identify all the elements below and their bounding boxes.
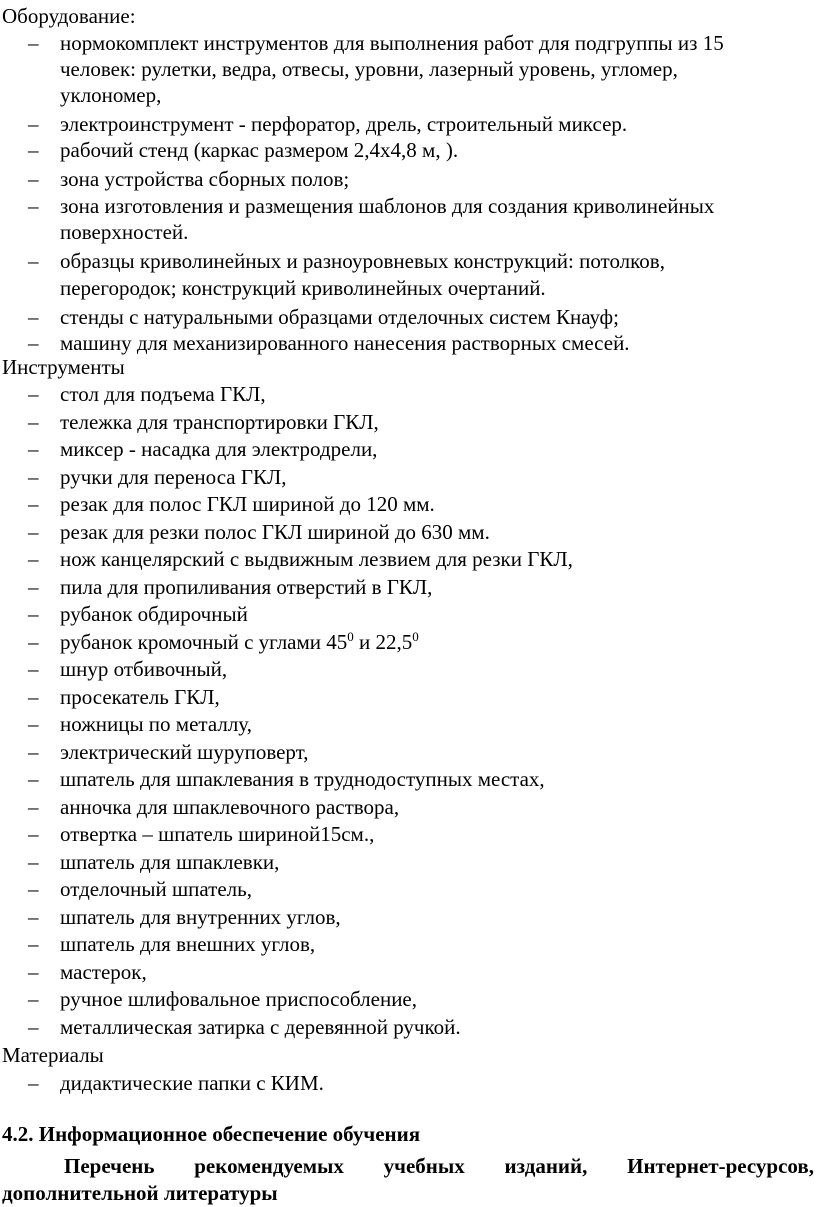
dash-bullet: – [28,877,39,901]
equipment-heading: Оборудование: [2,4,136,28]
dash-bullet: – [28,959,39,984]
plane-text-part: рубанок кромочный с углами 45 [60,629,348,654]
list-title-word: изданий, [504,1154,588,1178]
dash-bullet: – [28,657,39,681]
dash-bullet: – [28,547,39,571]
list-item-text: шпатель для шпаклевки, [60,849,280,874]
dash-bullet: – [28,794,39,819]
dash-bullet: – [28,1014,39,1039]
list-item-text: электрический шуруповерт, [60,739,309,764]
list-item-text: перегородок; конструкций криволинейных очертаний. [60,276,546,300]
list-item-text: стенды с натуральными образцами отделочных систем Кнауф; [60,305,619,329]
list-item-text: шпатель для внешних углов, [60,932,316,956]
dash-bullet: – [28,492,39,516]
recommended-literature-title [2,1153,814,1207]
dash-bullet: – [28,249,39,273]
list-title-word: учебных [383,1154,465,1178]
dash-bullet: – [28,849,39,874]
list-item-text: нормокомплект инструментов для выполнения работ для подгруппы из 15 [60,31,724,55]
list-item-text: поверхностей. [60,220,189,244]
list-item-text: образцы криволинейных и разноуровневых конструкций: потолков, [60,249,665,273]
list-title-line1 [2,1153,814,1180]
list-item-text: уклономер, [60,83,162,107]
list-item-text: рабочий стенд (каркас размером 2,4х4,8 м, ). [60,138,459,162]
dash-bullet: – [28,767,39,791]
dash-bullet: – [28,904,39,929]
list-item-text: пила для пропиливания отверстий в ГКЛ, [60,574,433,599]
dash-bullet: – [28,932,39,956]
list-item-text: электроинструмент - перфоратор, дрель, строительный миксер. [60,112,628,136]
list-item-text [60,629,419,658]
dash-bullet: – [28,822,39,846]
list-item-text: ручки для переноса ГКЛ, [60,464,287,489]
list-item-text: стол для подъема ГКЛ, [60,382,266,406]
list-item-text: миксер - насадка для электродрели, [60,437,378,461]
list-title-line2: дополнительной литературы [2,1181,278,1205]
dash-bullet: – [28,167,39,191]
dash-bullet: – [28,602,39,626]
dash-bullet: – [28,739,39,764]
dash-bullet: – [28,409,39,434]
dash-bullet: – [28,684,39,709]
list-item-text: шпатель для шпаклевания в труднодоступных местах, [60,767,545,791]
dash-bullet: – [28,331,39,355]
dash-bullet: – [28,987,39,1011]
list-item-text: анночка для шпаклевочного раствора, [60,794,400,819]
dash-bullet: – [28,305,39,329]
list-item-text: нож канцелярский с выдвижным лезвием для резки ГКЛ, [60,547,573,571]
dash-bullet: – [28,31,39,55]
degree-superscript: 0 [347,628,354,644]
list-item-text: мастерок, [60,959,147,984]
list-item-text: зона устройства сборных полов; [60,167,350,191]
list-item-text: зона изготовления и размещения шаблонов для создания криволинейных [60,194,715,218]
list-item-text: человек: рулетки, ведра, отвесы, уровни, лазерный уровень, угломер, [60,57,678,81]
list-item-text: шнур отбивочный, [60,657,228,681]
list-item-text: просекатель ГКЛ, [60,684,220,709]
tools-heading: Инструменты [2,355,125,379]
list-title-word: рекомендуемых [194,1154,344,1178]
dash-bullet: – [28,437,39,461]
list-item-text: машину для механизированного нанесения растворных смесей. [60,331,630,355]
dash-bullet: – [28,112,39,136]
dash-bullet: – [28,1071,39,1095]
list-item-text: рубанок обдирочный [60,602,248,626]
list-item-text: резак для полос ГКЛ шириной до 120 мм. [60,492,435,516]
list-title-word: Перечень [64,1154,155,1178]
list-title-word: Интернет-ресурсов, [627,1154,814,1178]
dash-bullet: – [28,629,39,654]
list-item-text: отделочный шпатель, [60,877,252,901]
materials-heading: Материалы [2,1043,104,1067]
list-item-text: ножницы по металлу, [60,712,252,736]
plane-text-part: и 22,5 [353,629,413,654]
list-item-text: металлическая затирка с деревянной ручкой. [60,1014,461,1039]
list-item-text: тележка для транспортировки ГКЛ, [60,409,379,434]
dash-bullet: – [28,382,39,406]
dash-bullet: – [28,464,39,489]
dash-bullet: – [28,574,39,599]
dash-bullet: – [28,138,39,162]
list-item-text: дидактические папки с КИМ. [60,1071,324,1095]
degree-superscript: 0 [412,628,419,644]
list-item-text: шпатель для внутренних углов, [60,904,341,929]
dash-bullet: – [28,712,39,736]
list-item-text: ручное шлифовальное приспособление, [60,987,417,1011]
dash-bullet: – [28,194,39,218]
dash-bullet: – [28,519,39,544]
list-item-text: отвертка – шпатель шириной15см., [60,822,375,846]
section-title: 4.2. Информационное обеспечение обучения [2,1122,421,1146]
list-item-text: резак для резки полос ГКЛ шириной до 630 мм. [60,519,490,544]
